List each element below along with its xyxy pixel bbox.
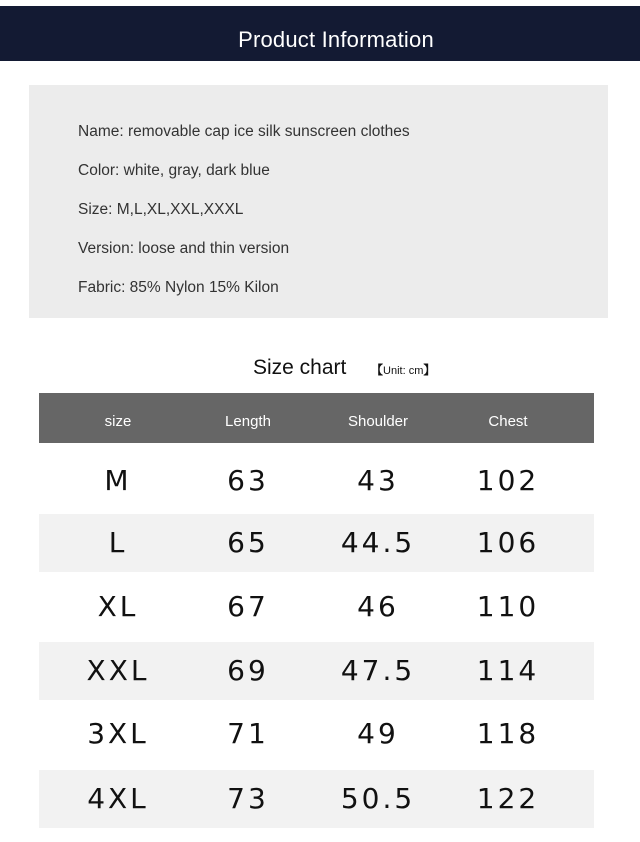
cell-chest: 118 (476, 717, 540, 750)
cell-chest: 122 (476, 782, 540, 815)
info-fabric: Fabric: 85% Nylon 15% Kilon (78, 279, 279, 296)
cell-size: XXL (86, 654, 150, 687)
cell-size: L (108, 526, 128, 559)
info-size: Size: M,L,XL,XXL,XXXL (78, 201, 244, 218)
page-title: Product Information (238, 27, 434, 52)
table-row (39, 578, 594, 636)
cell-chest: 114 (476, 654, 540, 687)
cell-shoulder: 46 (357, 590, 399, 623)
size-table-header (39, 393, 594, 443)
size-chart-title: Size chart (253, 356, 347, 379)
column-header-shoulder: Shoulder (347, 413, 409, 430)
unit-open-bracket: 【 (371, 363, 384, 377)
info-version: Version: loose and thin version (78, 240, 290, 257)
cell-chest: 106 (476, 526, 540, 559)
unit-close-bracket: 】 (423, 363, 436, 377)
table-row (39, 705, 594, 763)
info-color: Color: white, gray, dark blue (78, 162, 270, 179)
column-header-length: Length (225, 413, 271, 430)
info-name: Name: removable cap ice silk sunscreen clothes (78, 123, 410, 140)
cell-size: 3XL (87, 717, 149, 750)
cell-shoulder: 50.5 (340, 782, 416, 815)
column-header-chest: Chest (488, 413, 528, 430)
cell-length: 69 (227, 654, 269, 687)
cell-length: 73 (227, 782, 269, 815)
table-row (39, 642, 594, 700)
cell-size: XL (97, 590, 139, 623)
cell-shoulder: 47.5 (340, 654, 416, 687)
cell-shoulder: 49 (357, 717, 399, 750)
cell-length: 71 (227, 717, 269, 750)
unit-label: Unit: cm (383, 365, 424, 377)
cell-chest: 110 (476, 590, 540, 623)
column-header-size: size (104, 413, 132, 430)
size-chart-unit (371, 363, 435, 378)
table-row (39, 514, 594, 572)
cell-length: 67 (227, 590, 269, 623)
cell-size: M (104, 464, 132, 497)
table-row (39, 452, 594, 510)
cell-shoulder: 43 (357, 464, 399, 497)
cell-size: 4XL (87, 782, 149, 815)
cell-length: 65 (227, 526, 269, 559)
table-row (39, 770, 594, 828)
cell-shoulder: 44.5 (340, 526, 416, 559)
cell-length: 63 (227, 464, 269, 497)
cell-chest: 102 (476, 464, 540, 497)
